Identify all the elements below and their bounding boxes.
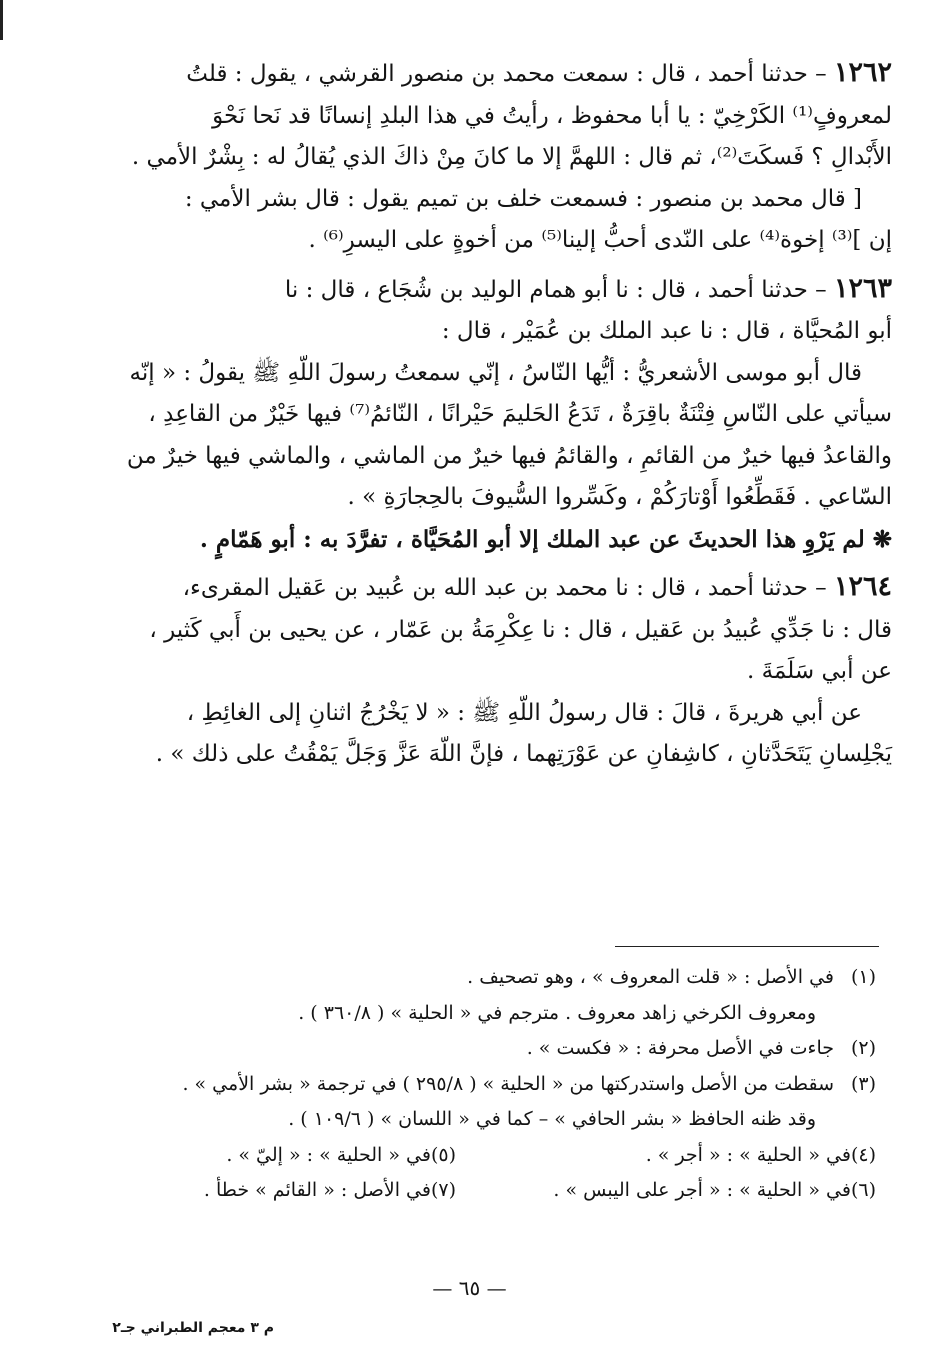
hadith-number: ١٢٦٢ (833, 57, 892, 88)
footnote-text: في « الحلية » : « إليّ » . (226, 1143, 431, 1166)
footnote-text: جاءت في الأصل محرفة : « فكست » . (526, 1037, 834, 1059)
footnote-number: (٣) (850, 1072, 876, 1095)
text-line: السّاعي . فَقَطِّعُوا أَوْتارَكُمْ ، وكَسِّروا السُّيوفَ بالحِجارَةِ » . (347, 484, 892, 510)
footnote-number: (٦) (850, 1179, 876, 1201)
text-line: والقاعدُ فيها خيرٌ من القائمِ ، والقائمُ فيها خيرٌ من الماشي ، والماشي فيها خيرٌ من (126, 442, 892, 469)
text-line: لمعروفٍ⁽¹⁾ الكَرْخِيّ : يا أبا محفوظ ، رأيتُ في هذا البلدِ إنسانًا قد نَحا نَحْوَ (212, 102, 892, 129)
text-line: إن ]⁽³⁾ إخوة⁽⁴⁾ على النّدى أحبُّ إلينا⁽⁵⁾ من أخوةٍ على اليسرِ⁽⁶⁾ . (308, 227, 892, 253)
text-line: أبو المُحيَّاة ، قال : نا عبد الملك بن عُمَيْر ، قال : (441, 318, 892, 344)
narration-note: ❋ لم يَرْوِ هذا الحديثَ عن عبد الملك إلا أبو المُحَيَّاة ، تفرَّدَ به : أبو هَمّامٍ . (199, 525, 892, 553)
footnote-number: (٤) (850, 1143, 876, 1166)
page-edge-mark (0, 0, 3, 40)
footnote (456, 1138, 876, 1174)
main-text (40, 52, 892, 782)
footnote-number: (١) (850, 966, 876, 988)
footnote-text: في « الحلية » : « أجر » . (645, 1143, 851, 1166)
text-line: سيأتي على النّاسِ فِتْنَةٌ باقِرَةٌ ، تَدَعُ الحَليمَ حَيْرانًا ، النّائمُ⁽⁷⁾ فيها خَيْرٌ من القاعِدِ ، (148, 401, 892, 427)
footnote-text: في « الحلية » : « أجر على اليبس » . (553, 1179, 851, 1201)
text-line: قال أبو موسى الأشعريُّ : أيُّها النّاسُ ، إنّي سمعتُ رسولَ اللّهِ ﷺ يقولُ : « إنّه (129, 359, 862, 386)
text-line (40, 566, 892, 610)
text-line: قال : نا جَدِّي عُبيدُ بن عَقيل ، قال : نا عِكْرِمَةُ بن عَمّار ، عن يحيى بن أَبي كَثير ، (149, 616, 892, 643)
footnote (30, 1067, 876, 1103)
signature-mark: م ٣ معجم الطبراني جـ٢ (112, 1320, 274, 1336)
page-number: — ٦٥ — (432, 1276, 507, 1300)
text-line: يَجْلِسانِ يَتَحَدَّثانِ ، كاشِفانِ عن عَوْرَتِهما ، فإنَّ اللّهَ عَزَّ وَجَلَّ يَمْقُتُ على ذلك » . (155, 741, 892, 767)
footnote-pair (30, 1138, 876, 1174)
footnote-continuation: وقد ظنه الحافظ « بشر الحافي » – كما في « اللسان » ( ١٠٩/٦ ) . (288, 1108, 816, 1130)
footnote-number: (٥) (430, 1143, 456, 1166)
footnote (456, 1173, 876, 1209)
footnote-text: في الأصل : « قلت المعروف » ، وهو تصحيف . (467, 966, 834, 988)
text-line-content: – حدثنا أحمد ، قال : نا محمد بن عبد الله بن عُبيد بن عَقيل المقرىء، (182, 575, 827, 601)
footnote-number: (٢) (850, 1037, 876, 1059)
footnotes (30, 960, 876, 1209)
footnote-continuation: ومعروف الكرخي زاهد معروف . مترجم في « الحلية » ( ٣٦٠/٨ ) . (298, 1001, 816, 1024)
text-line: عن أبي سَلَمَةَ . (747, 658, 892, 684)
footnote (36, 1173, 456, 1209)
footnote-text: في الأصل : « القائم » خطأ . (203, 1179, 431, 1201)
text-line-content: – حدثنا أحمد ، قال : سمعت محمد بن منصور القرشي ، يقول : قلتُ (186, 61, 827, 87)
footnote-number: (٧) (430, 1179, 456, 1201)
footnote (30, 960, 876, 996)
hadith-entry-1264 (40, 566, 892, 776)
hadith-number: ١٢٦٣ (833, 272, 892, 304)
footnote-separator (615, 946, 879, 947)
text-line: عن أبي هريرةَ ، قالَ : قال رسولُ اللّهِ ﷺ : « لا يَخْرُجُ اثنانِ إلى الغائِطِ ، (186, 699, 862, 726)
text-line: الأَبْدالِ ؟ فَسكَتَ⁽²⁾، ثم قال : اللهمَّ إلا ما كانَ مِنْ ذاكَ الذي يُقالُ له : بِشْرٌ الأمي . (131, 144, 892, 170)
text-line (40, 268, 892, 312)
text-line-content: – حدثنا أحمد ، قال : نا أبو همام الوليد بن شُجَاع ، قال : نا (284, 276, 827, 303)
footnote (30, 1031, 876, 1067)
text-line (40, 52, 892, 96)
footnote (36, 1138, 456, 1174)
footnote-text: سقطت من الأصل واستدركتها من « الحلية » ( ٢٩٥/٨ ) في ترجمة « بشر الأمي » . (182, 1072, 834, 1095)
text-line: [ قال محمد بن منصور : فسمعت خلف بن تميم يقول : قال بشر الأمي : (184, 185, 862, 212)
hadith-number: ١٢٦٤ (833, 571, 892, 602)
footnote-pair (30, 1173, 876, 1209)
hadith-entry-1263 (40, 268, 892, 561)
hadith-entry-1262 (40, 52, 892, 262)
